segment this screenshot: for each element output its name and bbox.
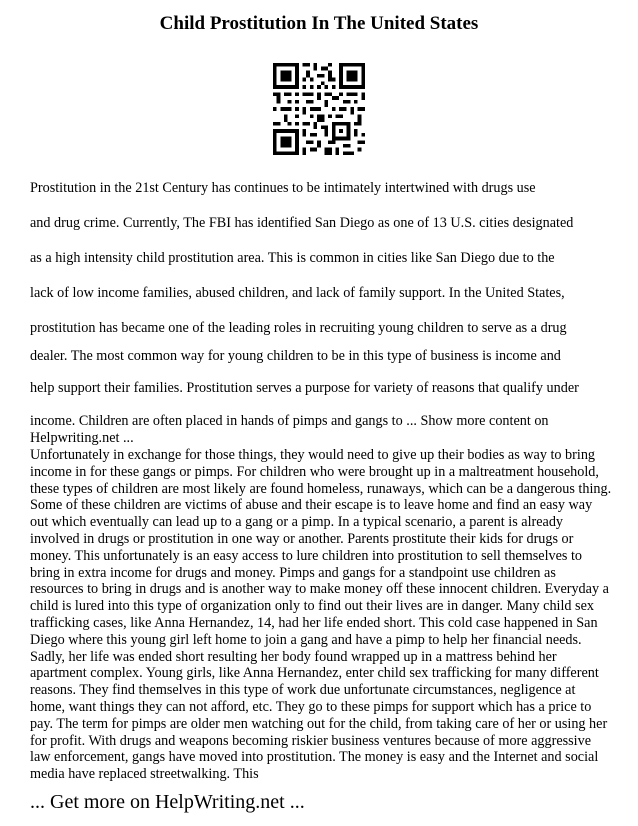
paragraph-line: Helpwriting.net ... [30, 430, 134, 446]
body-paragraph: Unfortunately in exchange for those things, they would need to give up their bodies as way to bring income in for these gangs or pimps. For children who were brought up in a maltreatment household, these types of children are most likely are found homeless, runaways, which can be a dangerous thing. Some of these children are victims of abuse and their escape is to leave home and find an easy way out which eventually can lead up to a gang or a pimp. In a typical scenario, a parent is already involved in drugs or prostitution in one way or another. Parents prostitute their kids for drugs or money. This unfortunately is an easy access to lure children into prostitution to sell themselves to bring in extra income for drugs and money. Pimps and gangs for a standpoint use children as resources to bring in drugs and is another way to make money off these innocent children. Everyday a child is lured into this type of organization only to find out their lives are in danger. Many child sex trafficking cases, like Anna Hernandez, 14, had her life ended short. This cold case happened in San Diego where this young girl left home to join a gang and have a pimp to help her financial needs. Sadly, her life was ended short resulting her body found wrapped up in a mattress behind her apartment complex. Young girls, like Anna Hernandez, enter child sex trafficking for many different reasons. They find themselves in this type of work due unfortunate circumstances, negligence at home, want things they can not afford, etc. They go to these pimps for support which has a price to pay. The term for pimps are older men watching out for the child, from taking care of her or using her for profit. With drugs and weapons becoming riskier business ventures because of more aggressive law enforcement, gangs have moved into prostitution. The money is easy and the Internet and social media have replaced streetwalking. This [30, 447, 612, 783]
paragraph-line: dealer. The most common way for young children to be in this type of business is income and [30, 348, 561, 364]
paragraph-line: as a high intensity child prostitution area. This is common in cities like San Diego due to the [30, 250, 555, 266]
paragraph-line: income. Children are often placed in hands of pimps and gangs to ... Show more content on [30, 413, 549, 429]
paragraph-line: and drug crime. Currently, The FBI has identified San Diego as one of 13 U.S. cities designated [30, 215, 574, 231]
paragraph-line: prostitution has became one of the leading roles in recruiting young children to serve as a drug [30, 320, 567, 336]
paragraph-line: help support their families. Prostitution serves a purpose for variety of reasons that qualify under [30, 380, 579, 396]
qr-code-graphic [273, 63, 365, 155]
paragraph-line: lack of low income families, abused children, and lack of family support. In the United States, [30, 285, 565, 301]
page-title: Child Prostitution In The United States [159, 13, 479, 34]
qr-code-icon [273, 63, 365, 155]
get-more-link[interactable]: ... Get more on HelpWriting.net ... [30, 791, 305, 813]
paragraph-line: Prostitution in the 21st Century has continues to be intimately intertwined with drugs use [30, 180, 536, 196]
